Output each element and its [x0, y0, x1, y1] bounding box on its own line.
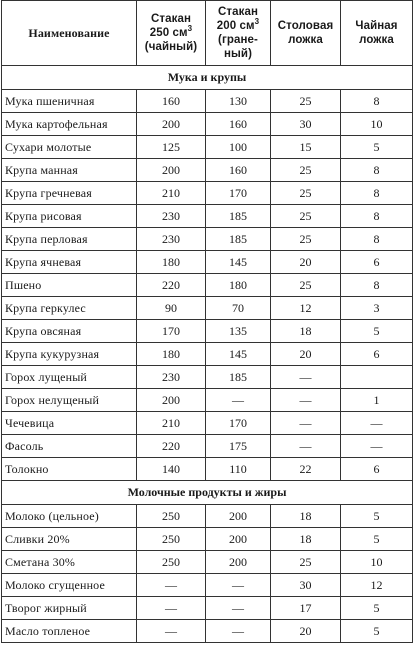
cell-tablespoon: —	[271, 412, 341, 435]
cell-tablespoon: 18	[271, 528, 341, 551]
cell-glass-200: 170	[206, 412, 271, 435]
cell-teaspoon: 6	[341, 251, 413, 274]
cell-glass-200: 185	[206, 366, 271, 389]
cell-tablespoon: 18	[271, 505, 341, 528]
table-row	[2, 366, 413, 389]
cell-name: Молоко сгущенное	[2, 574, 137, 597]
cell-teaspoon: 8	[341, 274, 413, 297]
cell-name: Творог жирный	[2, 597, 137, 620]
cell-name: Крупа ячневая	[2, 251, 137, 274]
cell-tablespoon: —	[271, 366, 341, 389]
cell-glass-250: 210	[137, 182, 206, 205]
cell-glass-250: 220	[137, 274, 206, 297]
cell-name: Масло топленое	[2, 620, 137, 643]
table-body	[2, 66, 413, 643]
section-row	[2, 66, 413, 90]
cell-glass-200: 200	[206, 551, 271, 574]
cell-name: Крупа манная	[2, 159, 137, 182]
table-row	[2, 159, 413, 182]
cell-teaspoon: 5	[341, 136, 413, 159]
cell-name: Пшено	[2, 274, 137, 297]
section-row	[2, 481, 413, 505]
cell-glass-250: —	[137, 574, 206, 597]
cell-glass-250: 250	[137, 551, 206, 574]
cell-glass-200: 185	[206, 228, 271, 251]
table-row	[2, 205, 413, 228]
cell-tablespoon: 25	[271, 228, 341, 251]
cell-tablespoon: 25	[271, 205, 341, 228]
cell-glass-200: 160	[206, 113, 271, 136]
table-row	[2, 389, 413, 412]
cell-tablespoon: 30	[271, 574, 341, 597]
cell-teaspoon: 8	[341, 205, 413, 228]
cell-teaspoon: 8	[341, 228, 413, 251]
cell-glass-250: 180	[137, 343, 206, 366]
table-row	[2, 458, 413, 481]
cell-teaspoon: 1	[341, 389, 413, 412]
table-row	[2, 274, 413, 297]
cell-teaspoon: 3	[341, 297, 413, 320]
cell-glass-250: 180	[137, 251, 206, 274]
cell-name: Фасоль	[2, 435, 137, 458]
cell-teaspoon: 5	[341, 620, 413, 643]
table-row	[2, 90, 413, 113]
table-header	[2, 1, 413, 66]
header-glass-250: Стакан 250 $см^3$ (чайный)	[137, 1, 206, 66]
cell-tablespoon: 20	[271, 343, 341, 366]
table-row	[2, 297, 413, 320]
table-row	[2, 113, 413, 136]
cell-teaspoon: 6	[341, 343, 413, 366]
cell-glass-200: 135	[206, 320, 271, 343]
cell-name: Крупа кукурузная	[2, 343, 137, 366]
cell-glass-250: 230	[137, 228, 206, 251]
cell-glass-200: 100	[206, 136, 271, 159]
cell-glass-250: 140	[137, 458, 206, 481]
cell-tablespoon: 22	[271, 458, 341, 481]
cell-teaspoon: 10	[341, 551, 413, 574]
cell-glass-250: 230	[137, 205, 206, 228]
section-title: Мука и крупы	[2, 66, 413, 90]
cell-name: Толокно	[2, 458, 137, 481]
cell-tablespoon: 12	[271, 297, 341, 320]
cell-name: Молоко (цельное)	[2, 505, 137, 528]
table-row	[2, 597, 413, 620]
cell-name: Крупа овсяная	[2, 320, 137, 343]
header-glass-200: Стакан 200 $см^3$ (гране- ный)	[206, 1, 271, 66]
cell-tablespoon: 25	[271, 274, 341, 297]
cell-tablespoon: 15	[271, 136, 341, 159]
cell-name: Мука картофельная	[2, 113, 137, 136]
cell-name: Крупа рисовая	[2, 205, 137, 228]
cell-glass-250: 200	[137, 113, 206, 136]
table-row	[2, 228, 413, 251]
header-name: Наименование	[2, 1, 137, 66]
cell-name: Горох нелущеный	[2, 389, 137, 412]
cell-glass-200: 180	[206, 274, 271, 297]
cell-glass-200: 160	[206, 159, 271, 182]
cell-glass-200: —	[206, 389, 271, 412]
table-row	[2, 528, 413, 551]
cell-glass-200: 110	[206, 458, 271, 481]
cell-teaspoon: 8	[341, 90, 413, 113]
cell-name: Крупа гречневая	[2, 182, 137, 205]
cell-name: Крупа перловая	[2, 228, 137, 251]
cell-glass-200: 200	[206, 505, 271, 528]
cell-glass-250: 250	[137, 505, 206, 528]
cell-name: Горох лущеный	[2, 366, 137, 389]
cell-name: Сухари молотые	[2, 136, 137, 159]
table-row	[2, 620, 413, 643]
cell-glass-250: —	[137, 597, 206, 620]
table-row	[2, 343, 413, 366]
cell-tablespoon: 20	[271, 620, 341, 643]
cell-teaspoon: 5	[341, 528, 413, 551]
cell-teaspoon: 8	[341, 159, 413, 182]
cell-name: Сметана 30%	[2, 551, 137, 574]
table-row	[2, 136, 413, 159]
cell-name: Сливки 20%	[2, 528, 137, 551]
cell-teaspoon: —	[341, 412, 413, 435]
cell-glass-250: 160	[137, 90, 206, 113]
cell-tablespoon: 18	[271, 320, 341, 343]
cell-glass-250: 200	[137, 389, 206, 412]
cell-teaspoon: 5	[341, 320, 413, 343]
section-title: Молочные продукты и жиры	[2, 481, 413, 505]
header-tablespoon: Столовая ложка	[271, 1, 341, 66]
cell-glass-200: 145	[206, 343, 271, 366]
cell-name: Мука пшеничная	[2, 90, 137, 113]
table-row	[2, 412, 413, 435]
cell-tablespoon: 25	[271, 159, 341, 182]
cell-glass-200: 175	[206, 435, 271, 458]
cell-glass-250: 210	[137, 412, 206, 435]
cell-glass-250: 125	[137, 136, 206, 159]
table-row	[2, 551, 413, 574]
cell-glass-250: 220	[137, 435, 206, 458]
cell-tablespoon: 25	[271, 551, 341, 574]
cell-glass-200: 170	[206, 182, 271, 205]
cell-glass-200: —	[206, 574, 271, 597]
cell-teaspoon	[341, 366, 413, 389]
cell-glass-200: —	[206, 620, 271, 643]
table-row	[2, 435, 413, 458]
cell-tablespoon: 25	[271, 90, 341, 113]
cell-glass-250: 90	[137, 297, 206, 320]
cell-name: Чечевица	[2, 412, 137, 435]
cell-teaspoon: 5	[341, 597, 413, 620]
table-row	[2, 182, 413, 205]
cell-tablespoon: 17	[271, 597, 341, 620]
table-row	[2, 320, 413, 343]
cell-glass-200: 145	[206, 251, 271, 274]
cell-teaspoon: —	[341, 435, 413, 458]
cell-glass-200: 70	[206, 297, 271, 320]
cell-teaspoon: 8	[341, 182, 413, 205]
header-teaspoon: Чайная ложка	[341, 1, 413, 66]
table-row	[2, 251, 413, 274]
table-row	[2, 505, 413, 528]
cell-teaspoon: 5	[341, 505, 413, 528]
cell-glass-250: 200	[137, 159, 206, 182]
cell-glass-200: 130	[206, 90, 271, 113]
cell-glass-200: 200	[206, 528, 271, 551]
cell-name: Крупа геркулес	[2, 297, 137, 320]
cell-glass-250: 250	[137, 528, 206, 551]
cell-tablespoon: —	[271, 389, 341, 412]
cell-teaspoon: 6	[341, 458, 413, 481]
cell-tablespoon: —	[271, 435, 341, 458]
cell-tablespoon: 20	[271, 251, 341, 274]
cell-tablespoon: 25	[271, 182, 341, 205]
cell-teaspoon: 12	[341, 574, 413, 597]
cell-glass-200: —	[206, 597, 271, 620]
table-row	[2, 574, 413, 597]
cell-glass-250: —	[137, 620, 206, 643]
measures-table	[1, 0, 413, 643]
cell-glass-250: 170	[137, 320, 206, 343]
cell-tablespoon: 30	[271, 113, 341, 136]
cell-glass-250: 230	[137, 366, 206, 389]
cell-glass-200: 185	[206, 205, 271, 228]
cell-teaspoon: 10	[341, 113, 413, 136]
header-row	[2, 1, 413, 66]
